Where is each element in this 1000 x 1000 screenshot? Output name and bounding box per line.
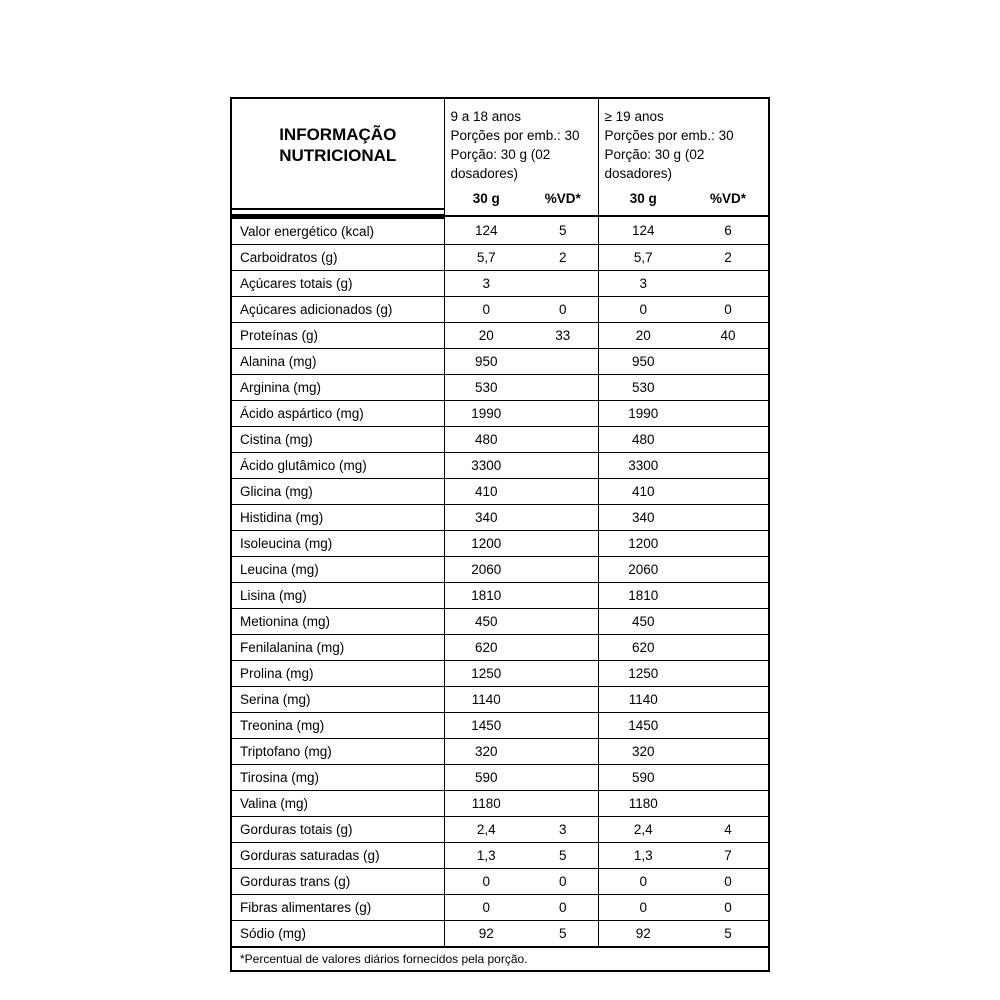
nutrient-name: Sódio (mg) <box>232 920 444 947</box>
group-1-amount: 0 <box>444 868 528 894</box>
table-row <box>232 374 768 400</box>
group-2-amount: 1180 <box>598 790 688 816</box>
group-1-amount: 2,4 <box>444 816 528 842</box>
title-line-1: INFORMAÇÃO <box>279 125 397 145</box>
nutrition-table <box>232 99 768 970</box>
group-2-dv: 40 <box>688 322 768 348</box>
group-2-amount: 340 <box>598 504 688 530</box>
group-2-portions: Porções por emb.: 30 <box>604 128 734 144</box>
nutrient-name: Serina (mg) <box>232 686 444 712</box>
group-1-amount: 480 <box>444 426 528 452</box>
group-1-dv: 3 <box>528 816 598 842</box>
table-row <box>232 478 768 504</box>
group-1-amount: 340 <box>444 504 528 530</box>
group-1-amount: 410 <box>444 478 528 504</box>
group-2-amount: 1990 <box>598 400 688 426</box>
nutrient-name: Metionina (mg) <box>232 608 444 634</box>
group-1-dv <box>528 270 598 296</box>
group-2-dv <box>688 556 768 582</box>
nutrient-name: Isoleucina (mg) <box>232 530 444 556</box>
table-row <box>232 712 768 738</box>
group-2-dv: 0 <box>688 868 768 894</box>
group-2-amount: 950 <box>598 348 688 374</box>
nutrient-name: Leucina (mg) <box>232 556 444 582</box>
nutrient-column-header <box>232 188 444 209</box>
heavy-rule-p1 <box>528 209 598 217</box>
group-2-amount: 530 <box>598 374 688 400</box>
group-1-dv: 0 <box>528 868 598 894</box>
group-2-amount: 320 <box>598 738 688 764</box>
heavy-rule-name <box>232 209 444 217</box>
group-2-amount: 0 <box>598 296 688 322</box>
group-1-dv: 5 <box>528 842 598 868</box>
group-2-dv <box>688 686 768 712</box>
header-row <box>232 99 768 188</box>
group-1-age: 9 a 18 anos <box>450 109 522 124</box>
table-row <box>232 894 768 920</box>
group-1-dv <box>528 478 598 504</box>
table-row <box>232 530 768 556</box>
table-row <box>232 452 768 478</box>
table-row <box>232 608 768 634</box>
group-1-amount: 590 <box>444 764 528 790</box>
group-1-amount: 92 <box>444 920 528 947</box>
group-2-amount: 1,3 <box>598 842 688 868</box>
group-2-dv <box>688 790 768 816</box>
group-2-serving-line-2: dosadores) <box>604 166 673 182</box>
group-2-dv <box>688 270 768 296</box>
group-1-dv <box>528 764 598 790</box>
group-1-amount: 530 <box>444 374 528 400</box>
nutrient-name: Gorduras saturadas (g) <box>232 842 444 868</box>
group-1-dv <box>528 634 598 660</box>
nutrient-name: Ácido aspártico (mg) <box>232 400 444 426</box>
group-1-amount: 1200 <box>444 530 528 556</box>
group-1-dv: 5 <box>528 920 598 947</box>
group-2-amount: 3300 <box>598 452 688 478</box>
group-1-dv: 33 <box>528 322 598 348</box>
group-1-amount: 0 <box>444 296 528 322</box>
group-1-amount: 1810 <box>444 582 528 608</box>
nutrient-name: Triptofano (mg) <box>232 738 444 764</box>
group-1-dv <box>528 686 598 712</box>
group-2-amount: 1250 <box>598 660 688 686</box>
group-2-dv <box>688 608 768 634</box>
group-1-dv <box>528 582 598 608</box>
group-1-amount: 320 <box>444 738 528 764</box>
group-2-amount: 5,7 <box>598 244 688 270</box>
group-2-dv-header: %VD* <box>710 190 747 206</box>
nutrient-name: Tirosina (mg) <box>232 764 444 790</box>
nutrient-name: Fibras alimentares (g) <box>232 894 444 920</box>
group-1-amount: 1990 <box>444 400 528 426</box>
group-2-dv <box>688 712 768 738</box>
nutrient-name: Cistina (mg) <box>232 426 444 452</box>
table-row <box>232 790 768 816</box>
table-row <box>232 348 768 374</box>
group-1-amount: 2060 <box>444 556 528 582</box>
group-1-dv <box>528 348 598 374</box>
group-1-dv <box>528 608 598 634</box>
group-2-amount: 1140 <box>598 686 688 712</box>
table-row <box>232 686 768 712</box>
nutrient-name: Gorduras totais (g) <box>232 816 444 842</box>
group-1-dv <box>528 530 598 556</box>
group-2-amount: 0 <box>598 894 688 920</box>
group-2-dv <box>688 738 768 764</box>
group-2-dv <box>688 582 768 608</box>
group-1-amount: 1,3 <box>444 842 528 868</box>
heavy-rule-v2 <box>598 209 688 217</box>
group-1-dv <box>528 660 598 686</box>
nutrient-name: Valina (mg) <box>232 790 444 816</box>
nutrient-name: Fenilalanina (mg) <box>232 634 444 660</box>
table-row <box>232 660 768 686</box>
heavy-rule-v1 <box>444 209 528 217</box>
group-2-dv <box>688 348 768 374</box>
table-row <box>232 582 768 608</box>
group-2-amount: 410 <box>598 478 688 504</box>
group-2-dv: 0 <box>688 894 768 920</box>
table-row <box>232 634 768 660</box>
group-2-amount: 1200 <box>598 530 688 556</box>
group-2-dv <box>688 478 768 504</box>
group-1-amount: 20 <box>444 322 528 348</box>
table-row <box>232 920 768 947</box>
nutrient-name: Gorduras trans (g) <box>232 868 444 894</box>
group-1-dv: 0 <box>528 296 598 322</box>
table-row <box>232 400 768 426</box>
nutrient-name: Açúcares adicionados (g) <box>232 296 444 322</box>
group-1-amount: 620 <box>444 634 528 660</box>
nutrient-name: Valor energético (kcal) <box>232 216 444 244</box>
group-2-amount: 0 <box>598 868 688 894</box>
table-row <box>232 244 768 270</box>
group-2-serving-line-1: Porção: 30 g (02 <box>604 147 705 163</box>
group-1-dv <box>528 374 598 400</box>
group-1-dv <box>528 426 598 452</box>
group-1-header <box>444 99 598 188</box>
group-2-age: ≥ 19 anos <box>604 109 664 124</box>
group-1-dv <box>528 556 598 582</box>
table-row <box>232 842 768 868</box>
nutrient-name: Carboidratos (g) <box>232 244 444 270</box>
nutrient-name: Lisina (mg) <box>232 582 444 608</box>
group-2-dv: 6 <box>688 216 768 244</box>
group-1-serving-line-1: Porção: 30 g (02 <box>450 147 551 163</box>
group-2-dv <box>688 426 768 452</box>
group-2-dv <box>688 530 768 556</box>
group-1-amount: 124 <box>444 216 528 244</box>
nutrition-facts-label <box>230 97 770 972</box>
group-2-dv: 5 <box>688 920 768 947</box>
group-2-dv: 0 <box>688 296 768 322</box>
group-2-dv <box>688 764 768 790</box>
table-row <box>232 816 768 842</box>
group-2-amount: 1810 <box>598 582 688 608</box>
group-1-portions: Porções por emb.: 30 <box>450 128 580 144</box>
group-1-dv <box>528 790 598 816</box>
group-1-amount: 1250 <box>444 660 528 686</box>
column-header-row <box>232 188 768 209</box>
group-1-amount: 1140 <box>444 686 528 712</box>
table-row <box>232 504 768 530</box>
group-2-amount: 1450 <box>598 712 688 738</box>
group-1-serving-line-2: dosadores) <box>450 166 519 182</box>
nutrient-name: Glicina (mg) <box>232 478 444 504</box>
group-1-dv: 0 <box>528 894 598 920</box>
group-2-amount: 2,4 <box>598 816 688 842</box>
footnote-text: *Percentual de valores diários fornecidos pela porção. <box>232 947 768 970</box>
group-2-amount: 92 <box>598 920 688 947</box>
table-row <box>232 322 768 348</box>
group-1-dv: 2 <box>528 244 598 270</box>
nutrient-name: Prolina (mg) <box>232 660 444 686</box>
group-2-amount: 2060 <box>598 556 688 582</box>
group-2-amount-header: 30 g <box>598 188 688 209</box>
group-1-amount: 5,7 <box>444 244 528 270</box>
nutrient-name: Arginina (mg) <box>232 374 444 400</box>
group-2-header <box>598 99 768 188</box>
group-2-amount: 590 <box>598 764 688 790</box>
table-row <box>232 296 768 322</box>
table-row <box>232 868 768 894</box>
nutrient-name: Ácido glutâmico (mg) <box>232 452 444 478</box>
group-1-amount: 3300 <box>444 452 528 478</box>
nutrient-name: Açúcares totais (g) <box>232 270 444 296</box>
group-1-amount: 3 <box>444 270 528 296</box>
group-2-dv <box>688 634 768 660</box>
nutrient-name: Proteínas (g) <box>232 322 444 348</box>
group-2-dv: 7 <box>688 842 768 868</box>
nutrient-name: Histidina (mg) <box>232 504 444 530</box>
group-1-dv <box>528 738 598 764</box>
table-row <box>232 426 768 452</box>
group-1-dv <box>528 452 598 478</box>
group-1-amount-header: 30 g <box>444 188 528 209</box>
table-row <box>232 738 768 764</box>
table-row <box>232 216 768 244</box>
group-2-dv <box>688 504 768 530</box>
group-1-dv: 5 <box>528 216 598 244</box>
group-2-dv <box>688 660 768 686</box>
group-2-dv <box>688 374 768 400</box>
group-2-amount: 20 <box>598 322 688 348</box>
group-2-dv: 4 <box>688 816 768 842</box>
group-2-dv: 2 <box>688 244 768 270</box>
group-1-dv <box>528 504 598 530</box>
group-2-amount: 480 <box>598 426 688 452</box>
title-line-2: NUTRICIONAL <box>279 146 397 166</box>
group-1-dv-header: %VD* <box>544 190 581 206</box>
group-2-amount: 450 <box>598 608 688 634</box>
group-2-amount: 620 <box>598 634 688 660</box>
table-row <box>232 556 768 582</box>
nutrient-rows <box>232 216 768 947</box>
label-title <box>232 99 444 188</box>
group-1-dv <box>528 400 598 426</box>
group-2-dv <box>688 452 768 478</box>
group-2-amount: 3 <box>598 270 688 296</box>
heavy-rule-row <box>232 209 768 217</box>
group-1-amount: 1180 <box>444 790 528 816</box>
table-row <box>232 764 768 790</box>
group-1-amount: 0 <box>444 894 528 920</box>
nutrient-name: Alanina (mg) <box>232 348 444 374</box>
group-2-amount: 124 <box>598 216 688 244</box>
group-1-amount: 1450 <box>444 712 528 738</box>
group-2-dv <box>688 400 768 426</box>
nutrient-name: Treonina (mg) <box>232 712 444 738</box>
heavy-rule-p2 <box>688 209 768 217</box>
footnote-row <box>232 947 768 970</box>
group-1-amount: 450 <box>444 608 528 634</box>
group-1-dv <box>528 712 598 738</box>
table-row <box>232 270 768 296</box>
group-1-amount: 950 <box>444 348 528 374</box>
